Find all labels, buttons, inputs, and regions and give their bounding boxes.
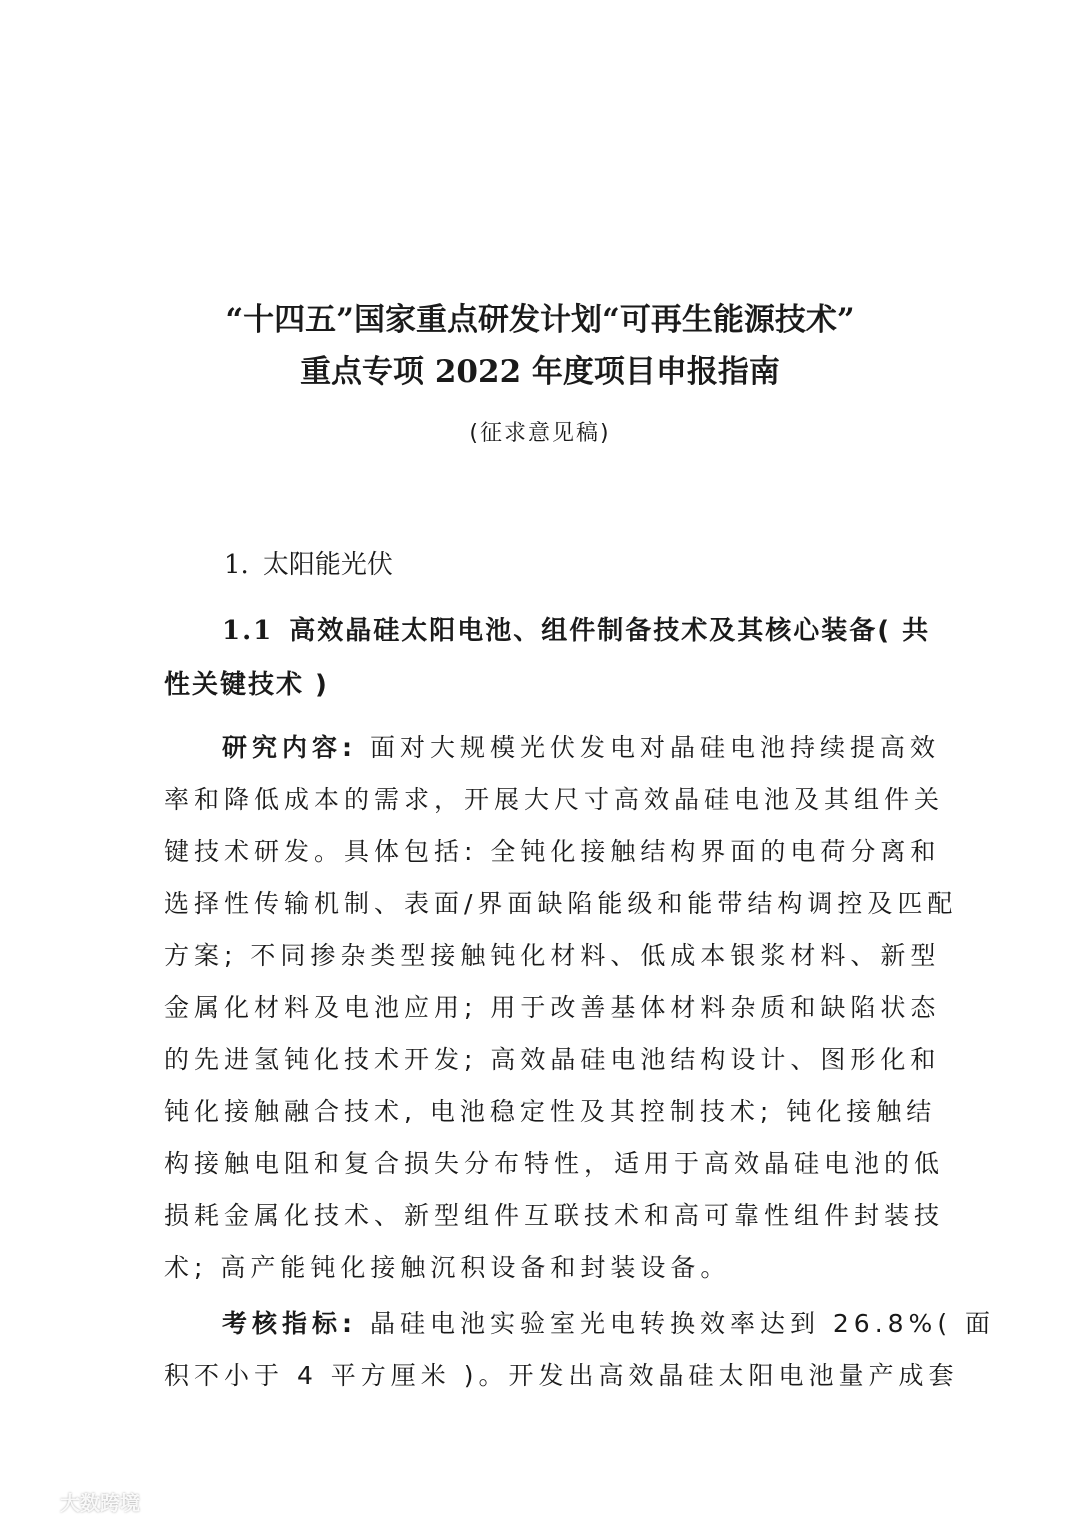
research-line-9: 构接触电阻和复合损失分布特性，适用于高效晶硅电池的低 (164, 1149, 945, 1178)
research-line-4: 选择性传输机制、表面/界面缺陷能级和能带结构调控及匹配 (164, 889, 958, 918)
paragraph-line (164, 722, 940, 774)
assessment-line-1: 晶硅电池实验室光电转换效率达到 26.8%( 面 (357, 1309, 996, 1338)
subsection-title-line-2: 性关键技术 ) (164, 670, 329, 700)
weibo-style-logo-icon (12, 1489, 54, 1513)
watermark-text: 大数跨境 (60, 1490, 140, 1515)
research-line-6: 金属化材料及电池应用; 用于改善基体材料杂质和缺陷状态 (164, 993, 941, 1022)
research-line-1: 面对大规模光伏发电对晶硅电池持续提高效 (357, 733, 940, 762)
assessment-line-2: 积不小于 4 平方厘米 )。开发出高效晶硅太阳电池量产成套 (164, 1361, 959, 1390)
subsection-number: 1.1 (222, 616, 274, 646)
research-line-5: 方案; 不同掺杂类型接触钝化材料、低成本银浆材料、新型 (164, 941, 941, 970)
research-line-3: 键技术研发。具体包括: 全钝化接触结构界面的电荷分离和 (164, 837, 941, 866)
section-number: 1. (224, 550, 249, 580)
assessment-paragraph (164, 1298, 996, 1402)
document-title-line-1: “十四五”国家重点研发计划“可再生能源技术” (225, 302, 855, 338)
research-content-paragraph (164, 722, 958, 1294)
assessment-lead-label: 考核指标: (222, 1309, 357, 1338)
paragraph-line (164, 1298, 996, 1350)
subsection-title-line-1 (164, 604, 931, 658)
research-line-11: 术; 高产能钝化接触沉积设备和封装设备。 (164, 1253, 731, 1282)
document-title-line-2: 重点专项 2022 年度项目申报指南 (300, 354, 780, 390)
research-line-7: 的先进氢钝化技术开发; 高效晶硅电池结构设计、图形化和 (164, 1045, 941, 1074)
research-line-2: 率和降低成本的需求，开展大尺寸高效晶硅电池及其组件关 (164, 785, 945, 814)
subsection-heading (164, 604, 931, 712)
watermark (12, 1486, 140, 1516)
section-title: 太阳能光伏 (262, 550, 393, 580)
section-heading (224, 547, 393, 583)
document-subtitle: (征求意见稿) (469, 421, 611, 446)
research-line-8: 钝化接触融合技术, 电池稳定性及其控制技术; 钝化接触结 (164, 1097, 937, 1126)
research-lead-label: 研究内容: (222, 733, 357, 762)
subsection-title-text-1: 高效晶硅太阳电池、组件制备技术及其核心装备( 共 (289, 616, 931, 646)
research-line-10: 损耗金属化技术、新型组件互联技术和高可靠性组件封装技 (164, 1201, 945, 1230)
